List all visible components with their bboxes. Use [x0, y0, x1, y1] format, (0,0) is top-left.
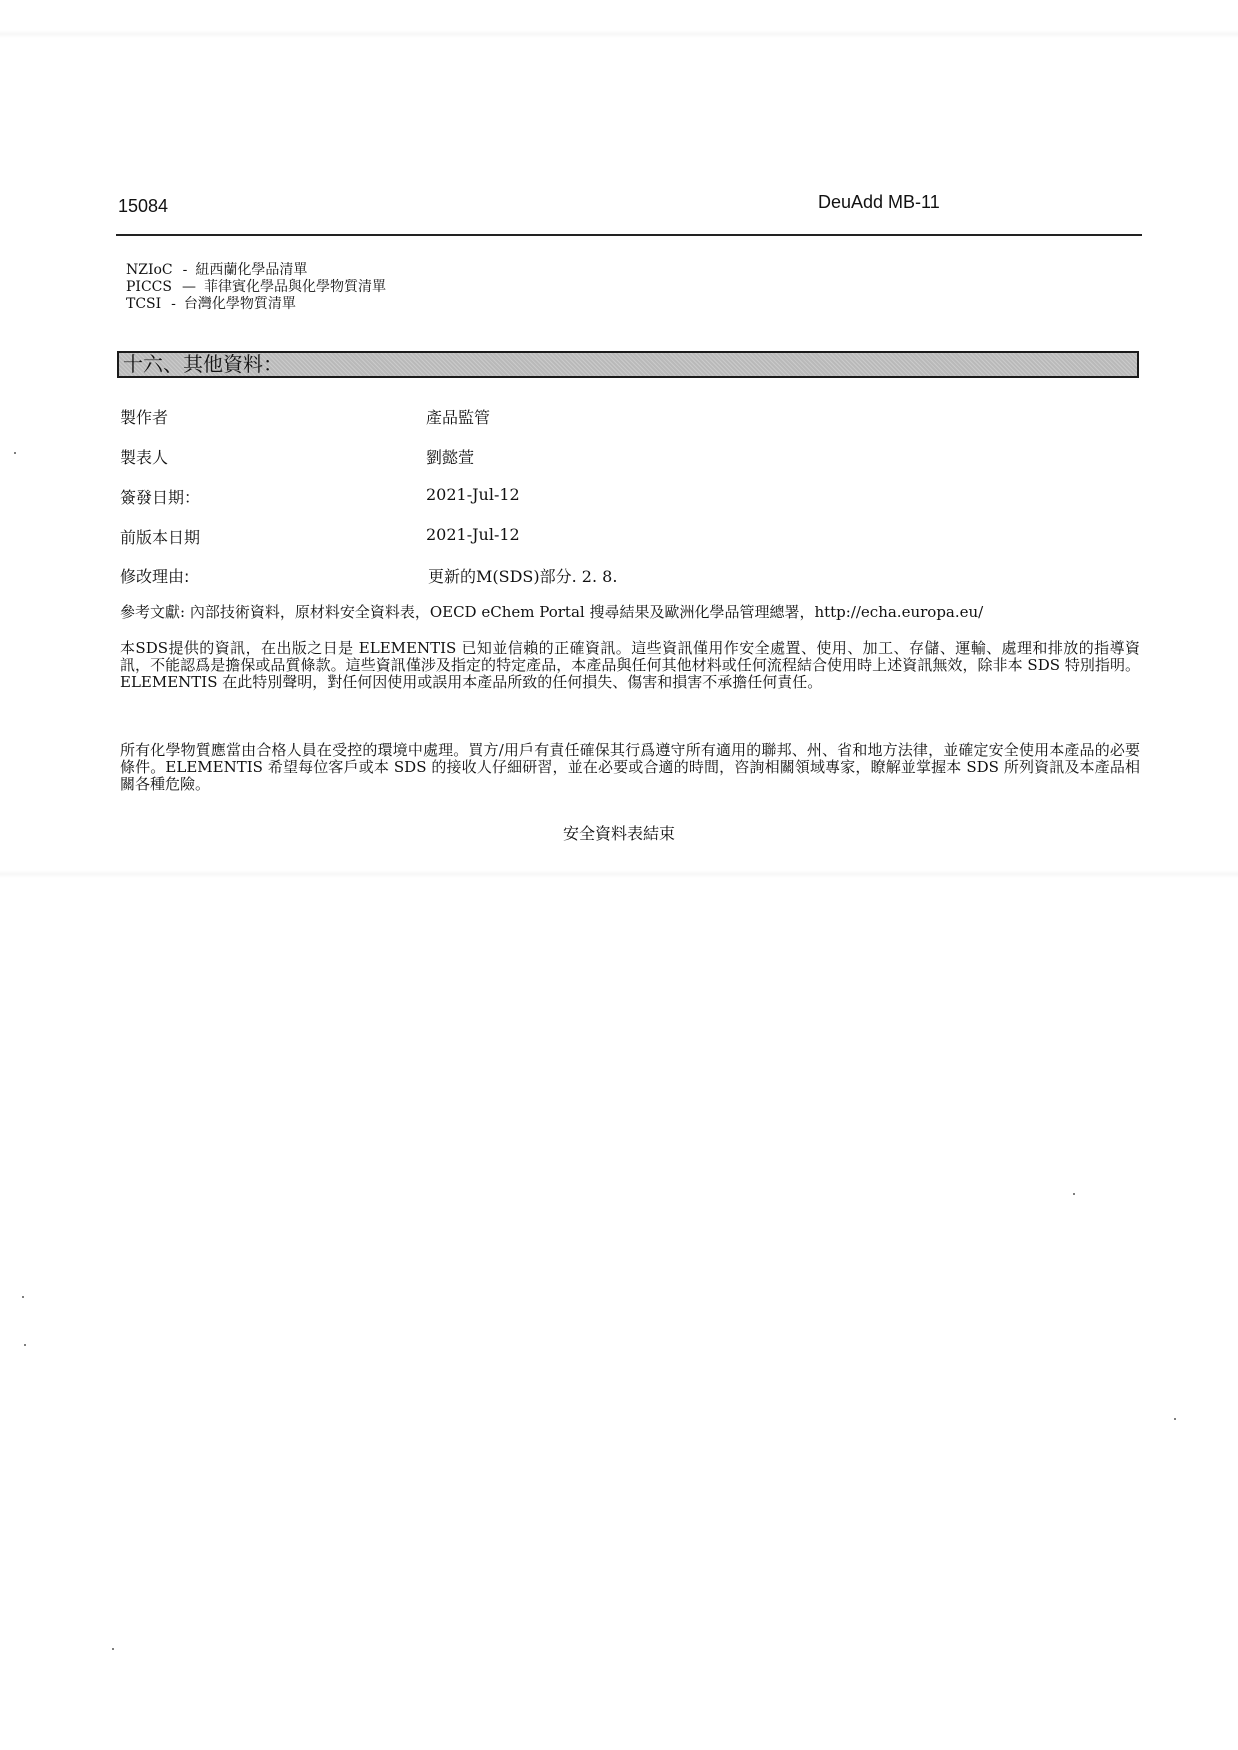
inventory-description: 台灣化學物質清單 — [183, 296, 296, 312]
field-previous-date — [120, 525, 1120, 547]
disclaimer-paragraph: 本SDS提供的資訊，在出版之日是 ELEMENTIS 已知並信賴的正確資訊。這些資訊僅用作安全處置、使用、加工、存儲、運輸、處理和排放的指導資訊，不能認爲是擔保或品質條款。這些資訊僅涉及指定的特定產品，本產品與任何其他材料或任何流程結合使用時上述資訊無效，除非本 SDS 特別指明。ELEMENTIS 在此特別聲明，對任何因使用或誤用本產品所致的任何損失、傷害和損害不承擔任何責任。 — [120, 639, 1140, 691]
inventory-separator: - — [182, 262, 188, 278]
inventory-code: TCSI — [126, 296, 162, 312]
header-divider — [116, 234, 1142, 236]
scan-artifact — [0, 870, 1238, 878]
scan-speck — [1174, 1418, 1176, 1420]
section-16-header — [117, 351, 1139, 378]
product-name: DeuAdd MB-11 — [818, 192, 940, 212]
field-compiler — [120, 445, 1120, 467]
scan-speck — [14, 452, 16, 454]
inventory-description: 菲律賓化學品與化學物質清單 — [203, 279, 386, 295]
scan-speck — [22, 1296, 24, 1298]
field-label: 前版本日期 — [120, 528, 201, 547]
scan-speck — [1073, 1193, 1075, 1195]
inventory-item — [126, 296, 386, 313]
field-label: 簽發日期： — [120, 488, 201, 507]
document-number: 15084 — [118, 196, 169, 216]
inventory-item — [126, 279, 386, 296]
section-title: 十六、其他資料： — [123, 352, 283, 376]
field-preparer — [120, 405, 1120, 427]
inventory-list — [126, 262, 386, 313]
field-value: 2021-Jul-12 — [426, 525, 520, 544]
inventory-code: NZIoC — [126, 262, 173, 278]
field-revision-reason — [120, 564, 1120, 586]
field-label: 製作者 — [120, 408, 169, 427]
inventory-item — [126, 262, 386, 279]
field-value: 2021-Jul-12 — [426, 485, 520, 504]
field-label: 修改理由: — [120, 567, 190, 586]
inventory-separator: - — [171, 296, 176, 312]
field-issue-date — [120, 485, 1120, 507]
inventory-separator: — — [181, 279, 196, 295]
field-value: 劉懿萱 — [426, 448, 475, 467]
handling-paragraph: 所有化學物質應當由合格人員在受控的環境中處理。買方/用戶有責任確保其行爲遵守所有適用的聯邦、州、省和地方法律，並確定安全使用本產品的必要條件。ELEMENTIS 希望每位客戶或本 SDS 的接收人仔細研習，並在必要或合適的時間，咨詢相關領域專家，瞭解並掌握本 SDS 所列資訊及本產品相關各種危險。 — [120, 741, 1140, 793]
field-value: 更新的M(SDS)部分. 2. 8. — [428, 567, 618, 586]
inventory-description: 紐西蘭化學品清單 — [195, 262, 308, 278]
scan-artifact — [0, 30, 1238, 38]
end-of-sds: 安全資料表結束 — [562, 824, 675, 843]
scan-speck — [112, 1648, 114, 1650]
references: 參考文獻: 內部技術資料，原材料安全資料表，OECD eChem Portal 搜尋結果及歐洲化學品管理總署，http://echa.europa.eu/ — [120, 603, 984, 621]
field-value: 產品監管 — [426, 408, 491, 427]
inventory-code: PICCS — [126, 279, 172, 295]
field-label: 製表人 — [120, 448, 169, 467]
scan-speck — [24, 1344, 26, 1346]
